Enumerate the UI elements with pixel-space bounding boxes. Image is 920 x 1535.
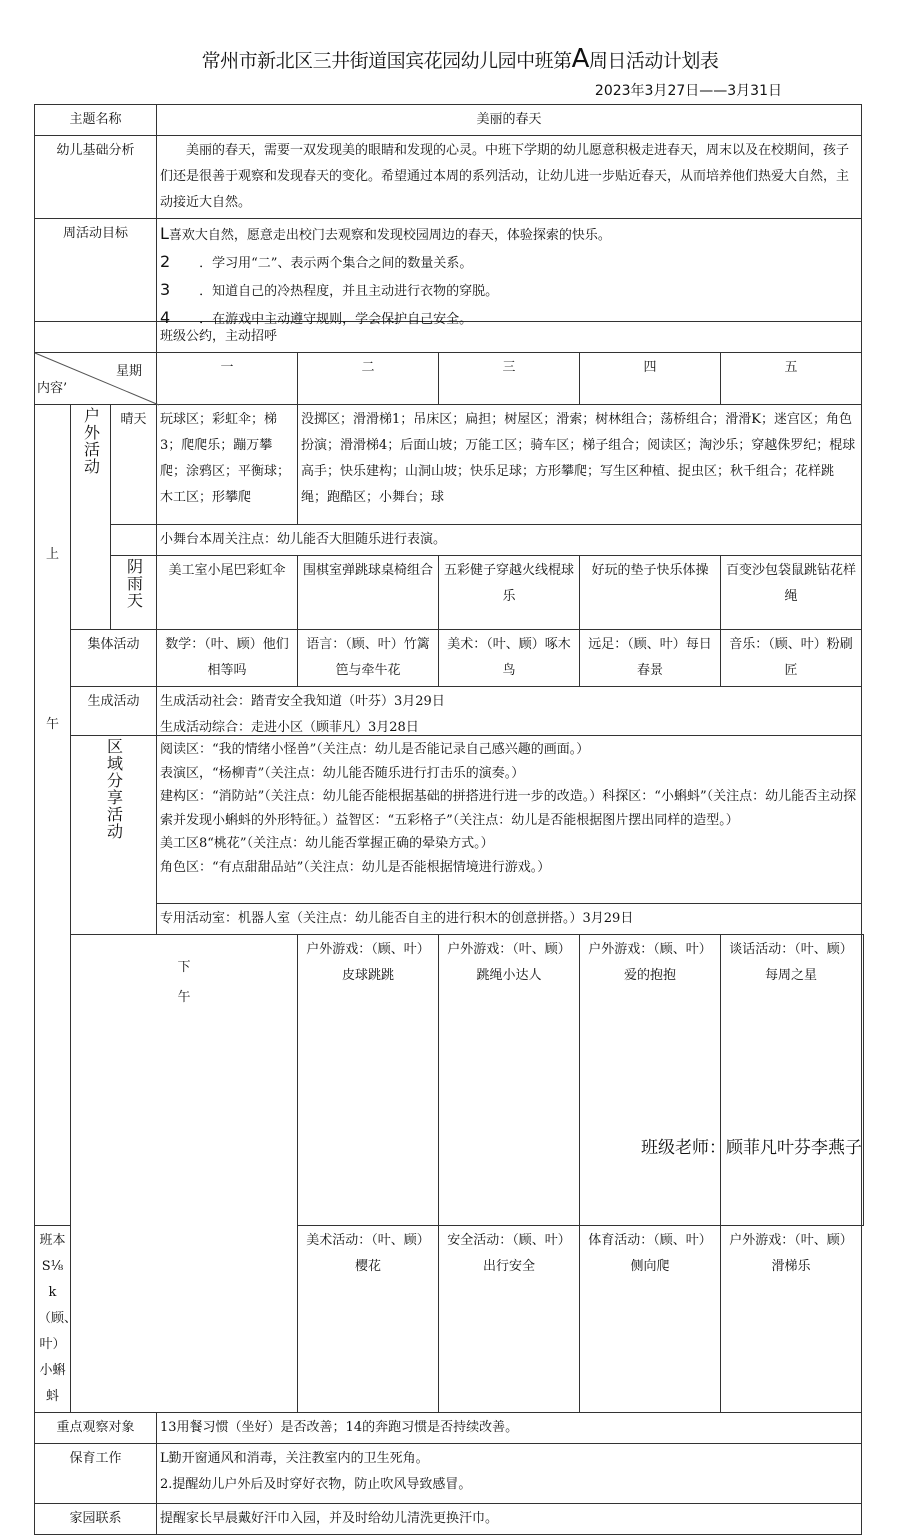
special-room: 专用活动室：机器人室（关注点：幼儿能否自主的进行积木的创意拼搭。）3月29日 bbox=[157, 904, 862, 935]
goals-list bbox=[157, 219, 862, 327]
pm2-tue: 美术活动：（叶、顾） 樱花 bbox=[298, 1226, 439, 1413]
goal-item: 3 ．知道自己的冷热程度，并且主动进行衣物的穿脱。 bbox=[160, 280, 499, 299]
rainy-fri: 百变沙包袋鼠跳钻花样绳 bbox=[721, 556, 862, 630]
goals-label: 周活动目标 bbox=[35, 219, 157, 322]
sunny-label: 晴天 bbox=[111, 405, 157, 525]
group-tue: 语言：（顾、叶）竹篱笆与牵牛花 bbox=[298, 630, 439, 687]
pm1-wed: 户外游戏：（顾、叶）爱的抱抱 bbox=[580, 935, 721, 1226]
weekday-corner-header bbox=[35, 353, 157, 405]
corner-bottom-label: 内容’ bbox=[37, 381, 68, 396]
sunny-areas-mon: 玩球区；彩虹伞；梯3；爬爬乐；蹦万攀爬；涂鸦区；平衡球；木工区；形攀爬 bbox=[157, 405, 298, 525]
goals-extra: 班级公约，主动招呼 bbox=[157, 322, 862, 353]
care-item-2: 2.提醒幼儿户外后及时穿好衣物，防止吹风导致感冒。 bbox=[160, 1477, 472, 1492]
analysis-text: 美丽的春天，需要一双发现美的眼睛和发现的心灵。中班下学期的幼儿愿意积极走进春天，周末以及在校期间，孩子们还是很善于观察和发现春天的变化。希望通过本周的系列活动，让幼儿进一步贴近春天，从而培养他们热爱大自然，主动接近大自然。 bbox=[157, 136, 862, 219]
rainy-label: 阴雨天 bbox=[111, 556, 157, 630]
goal-item: L喜欢大自然，愿意走出校门去观察和发现校园周边的春天，体验探索的快乐。 bbox=[160, 224, 611, 243]
generate-line-1: 生成活动社会：踏青安全我知道（叶芬）3月29日 bbox=[160, 694, 445, 709]
sunny-note-spacer bbox=[111, 525, 157, 556]
group-label: 集体活动 bbox=[71, 630, 157, 687]
care-content bbox=[157, 1444, 862, 1504]
care-label: 保育工作 bbox=[35, 1444, 157, 1504]
generate-content bbox=[157, 687, 862, 736]
pm1-fri bbox=[862, 935, 864, 1226]
analysis-label: 幼儿基础分析 bbox=[35, 136, 157, 219]
day-header-mon: 一 bbox=[157, 353, 298, 405]
area-building-science: 建构区：“消防站”（关注点：幼儿能否能根据基础的拼搭进行进一步的改造。）科探区：“小蝌蚪”（关注点：幼儿能否主动探索并发现小蝌蚪的外形特征。）益智区：“五彩格子”（关注点：幼儿是否能根据图片摆出同样的造型。） bbox=[160, 789, 857, 828]
rainy-tue: 围棋室弹跳球桌椅组合 bbox=[298, 556, 439, 630]
home-label: 家园联系 bbox=[35, 1504, 157, 1535]
area-art: 美工区8“桃花”（关注点：幼儿能否掌握正确的晕染方式。） bbox=[160, 836, 494, 851]
home-text: 提醒家长早晨戴好汗巾入园，并及时给幼儿清洗更换汗巾。 bbox=[157, 1504, 862, 1535]
area-performance: 表演区，“杨柳青”（关注点：幼儿能否随乐进行打击乐的演奏。） bbox=[160, 765, 525, 781]
areas-content bbox=[157, 736, 862, 904]
sunny-areas: 没掷区；滑滑梯1；吊床区；扁担；树屋区；滑索；树林组合；荡桥组合；滑滑K；迷宫区；角色扮演；滑滑梯4；后面山坡；万能工区；骑车区；梯子组合；阅读区；淘沙乐；穿越侏罗纪；棍球高手；快乐建构；山洞山坡；快乐足球；方形攀爬；写生区种植、捉虫区；秋千组合；花样跳绳；跑酷区；小舞台；球 bbox=[298, 405, 862, 525]
area-role-play: 角色区：“有点甜甜品站”（关注点：幼儿是否能根据情境进行游戏。） bbox=[160, 859, 551, 875]
pm2-fri: 户外游戏：（叶、顾） 滑梯乐 bbox=[721, 1226, 862, 1413]
plan-table bbox=[34, 104, 864, 1535]
generate-label: 生成活动 bbox=[71, 687, 157, 736]
pm1-mon: 户外游戏：（顾、叶） 皮球跳跳 bbox=[298, 935, 439, 1226]
group-thu: 远足：（顾、叶）每日春景 bbox=[580, 630, 721, 687]
goals-extra-spacer bbox=[35, 322, 157, 353]
focus-text: 13用餐习惯（坐好）是否改善；14的奔跑习惯是否持续改善。 bbox=[157, 1413, 862, 1444]
group-fri: 音乐：（顾、叶）粉刷匠 bbox=[721, 630, 862, 687]
week-letter: A bbox=[571, 44, 589, 74]
group-wed: 美术：（叶、顾）啄木鸟 bbox=[439, 630, 580, 687]
outdoor-label: 户外活动 bbox=[71, 405, 111, 630]
rainy-thu: 好玩的垫子快乐体操 bbox=[580, 556, 721, 630]
group-mon: 数学：（叶、顾）他们相等吗 bbox=[157, 630, 298, 687]
goal-item: 2 ．学习用“二”、表示两个集合之间的数量关系。 bbox=[160, 252, 473, 271]
corner-top-label: 星期 bbox=[115, 364, 142, 379]
pm1-tue: 户外游戏：（叶、顾） 跳绳小达人 bbox=[439, 935, 580, 1226]
teachers-signature: 班级老师：顾菲凡叶芬李燕子 bbox=[641, 1138, 862, 1158]
pm2-mon: 班本S⅛k（顾、叶） 小蝌蚪 bbox=[35, 1226, 71, 1413]
page-title: 常州市新北区三井街道国宾花园幼儿园中班第A周日活动计划表 bbox=[201, 44, 719, 74]
stage-note: 小舞台本周关注点：幼儿能否大胆随乐进行表演。 bbox=[157, 525, 862, 556]
rainy-wed: 五彩健子穿越火线棍球乐 bbox=[439, 556, 580, 630]
area-reading: 阅读区：“我的情绪小怪兽”（关注点：幼儿是否能记录自己感兴趣的画面。） bbox=[160, 742, 590, 757]
generate-line-2: 生成活动综合：走进小区（顾菲凡）3月28日 bbox=[160, 720, 419, 735]
day-header-tue: 二 bbox=[298, 353, 439, 405]
care-item-1: L勤开窗通风和消毒，关注教室内的卫生死角。 bbox=[160, 1451, 429, 1466]
day-header-fri: 五 bbox=[721, 353, 862, 405]
theme-label: 主题名称 bbox=[35, 105, 157, 136]
day-header-wed: 三 bbox=[439, 353, 580, 405]
pm2-wed: 安全活动：（顾、叶）出行安全 bbox=[439, 1226, 580, 1413]
focus-label: 重点观察对象 bbox=[35, 1413, 157, 1444]
goal-item: 4 ．在游戏中主动遵守规则，学会保护自己安全。 bbox=[160, 308, 473, 327]
morning-label: 上 午 bbox=[35, 405, 71, 1226]
pm1-thu: 谈话活动：（叶、顾） 每周之星 bbox=[721, 935, 862, 1226]
rainy-mon: 美工室小尾巴彩虹伞 bbox=[157, 556, 298, 630]
areas-label: 区域分享活动 bbox=[71, 736, 157, 935]
theme-value: 美丽的春天 bbox=[157, 105, 862, 136]
day-header-thu: 四 bbox=[580, 353, 721, 405]
date-range: 2023年3月27日——3月31日 bbox=[594, 83, 782, 99]
pm2-thu: 体育活动：（顾、叶） 侧向爬 bbox=[580, 1226, 721, 1413]
afternoon-label: 下 午 bbox=[71, 935, 298, 1413]
